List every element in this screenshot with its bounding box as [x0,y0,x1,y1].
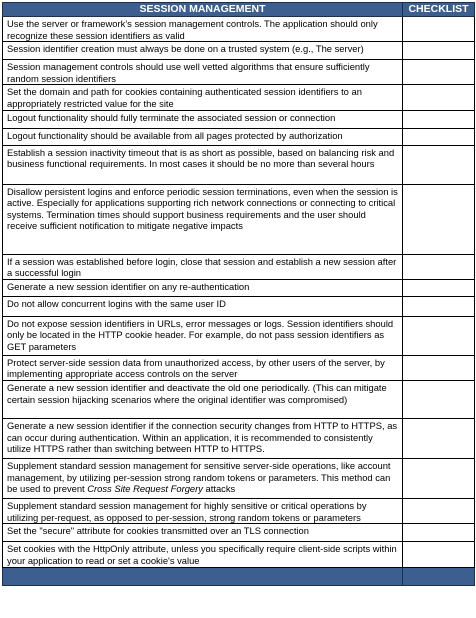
requirement-cell [3,524,403,542]
checklist-cell[interactable] [403,145,475,184]
requirement-text: Supplement standard session management for sensitive server-side operations, like account management, by utilizing per-session strong random tokens or parameters. This method can be used to prevent [7,459,391,495]
requirement-text: Do not allow concurrent logins with the same user ID [7,297,226,309]
checklist-cell[interactable] [403,184,475,254]
requirement-cell [3,254,403,279]
table-row [3,184,475,254]
requirement-text: Supplement standard session management for highly sensitive or critical operations by utilizing per-request, as opposed to per-session, strong random tokens or parameters [7,499,367,523]
requirement-italic-text: Cross Site Request Forgery [87,483,203,495]
table-row [3,279,475,296]
footer-band [3,568,475,586]
requirement-text: Disallow persistent logins and enforce periodic session terminations, even when the session is active. Especially for applications supporting rich network connections or connecting to critical systems. Termination times should support business requirements and the user should receive sufficient notification to mitigate negative impacts [7,185,398,232]
checklist-sheet [2,2,474,586]
checklist-cell[interactable] [403,296,475,316]
checklist-cell[interactable] [403,60,475,85]
footer-cell [403,568,475,586]
requirement-cell [3,42,403,60]
table-row [3,524,475,542]
table-row [3,110,475,128]
requirement-cell [3,128,403,145]
checklist-cell[interactable] [403,110,475,128]
session-management-table [2,2,475,586]
requirement-cell [3,17,403,42]
requirement-text: Session identifier creation must always be done on a trusted system (e.g., The server) [7,43,364,55]
table-row [3,316,475,355]
requirement-cell [3,279,403,296]
table-row [3,128,475,145]
requirement-cell [3,60,403,85]
table-row [3,380,475,418]
table-row [3,254,475,279]
requirement-text: Protect server-side session data from unauthorized access, by other users of the server, by implementing appropriate access controls on the server [7,356,385,380]
checklist-cell[interactable] [403,355,475,380]
table-row [3,17,475,42]
requirement-cell [3,355,403,380]
requirement-text: Set the "secure" attribute for cookies transmitted over an TLS connection [7,525,309,537]
table-row [3,42,475,60]
requirement-cell [3,145,403,184]
checklist-cell[interactable] [403,498,475,523]
requirement-cell [3,380,403,418]
footer-cell [3,568,403,586]
checklist-cell[interactable] [403,279,475,296]
header-row [3,3,475,17]
checklist-cell[interactable] [403,380,475,418]
requirement-text: Set cookies with the HttpOnly attribute, unless you specifically require client-side scripts within your application to read or set a cookie's value [7,543,397,566]
header-session-management: SESSION MANAGEMENT [3,3,403,17]
table-row [3,85,475,110]
table-row [3,145,475,184]
checklist-cell[interactable] [403,316,475,355]
requirement-text: If a session was established before login, close that session and establish a new session after a successful login [7,255,397,279]
requirement-cell [3,498,403,523]
table-row [3,296,475,316]
table-row [3,60,475,85]
requirement-text-suffix: attacks [202,483,236,495]
requirement-cell [3,110,403,128]
checklist-cell[interactable] [403,524,475,542]
requirement-text: Generate a new session identifier and deactivate the old one periodically. (This can mitigate certain session hijacking scenarios where the original identifier was compromised) [7,381,387,405]
requirement-text: Generate a new session identifier if the connection security changes from HTTP to HTTPS, as can occur during authentication. Within an application, it is recommended to consistently utilize HTTPS rather than switching between HTTP to HTTPS. [7,419,398,455]
table-row [3,355,475,380]
requirement-cell [3,85,403,110]
table-row [3,498,475,523]
checklist-cell[interactable] [403,17,475,42]
checklist-cell[interactable] [403,42,475,60]
requirement-text: Session management controls should use well vetted algorithms that ensure sufficiently random session identifiers [7,61,370,84]
requirement-text: Do not expose session identifiers in URLs, error messages or logs. Session identifiers should only be located in the HTTP cookie header. For example, do not pass session identifiers as GET parameters [7,317,394,352]
requirement-cell [3,316,403,355]
requirement-text: Logout functionality should be available from all pages protected by authorization [7,129,343,141]
requirement-text: Generate a new session identifier on any re-authentication [7,280,250,292]
table-row [3,458,475,498]
checklist-cell[interactable] [403,418,475,458]
checklist-cell[interactable] [403,542,475,568]
requirement-cell [3,458,403,498]
requirement-text: Use the server or framework’s session management controls. The application should only recognize these session identifiers as valid [7,18,378,41]
table-row [3,418,475,458]
requirement-text: Logout functionality should fully terminate the associated session or connection [7,111,336,123]
header-checklist: CHECKLIST [403,3,475,17]
requirement-cell [3,296,403,316]
requirement-text: Establish a session inactivity timeout that is as short as possible, based on balancing risk and business functional requirements. In most cases it should be no more than several hours [7,146,395,170]
checklist-cell[interactable] [403,254,475,279]
requirement-text: Set the domain and path for cookies containing authenticated session identifiers to an appropriately restricted value for the site [7,86,362,109]
checklist-cell[interactable] [403,458,475,498]
requirement-cell [3,418,403,458]
checklist-cell[interactable] [403,128,475,145]
requirement-cell [3,542,403,568]
requirement-cell [3,184,403,254]
table-row [3,542,475,568]
checklist-cell[interactable] [403,85,475,110]
